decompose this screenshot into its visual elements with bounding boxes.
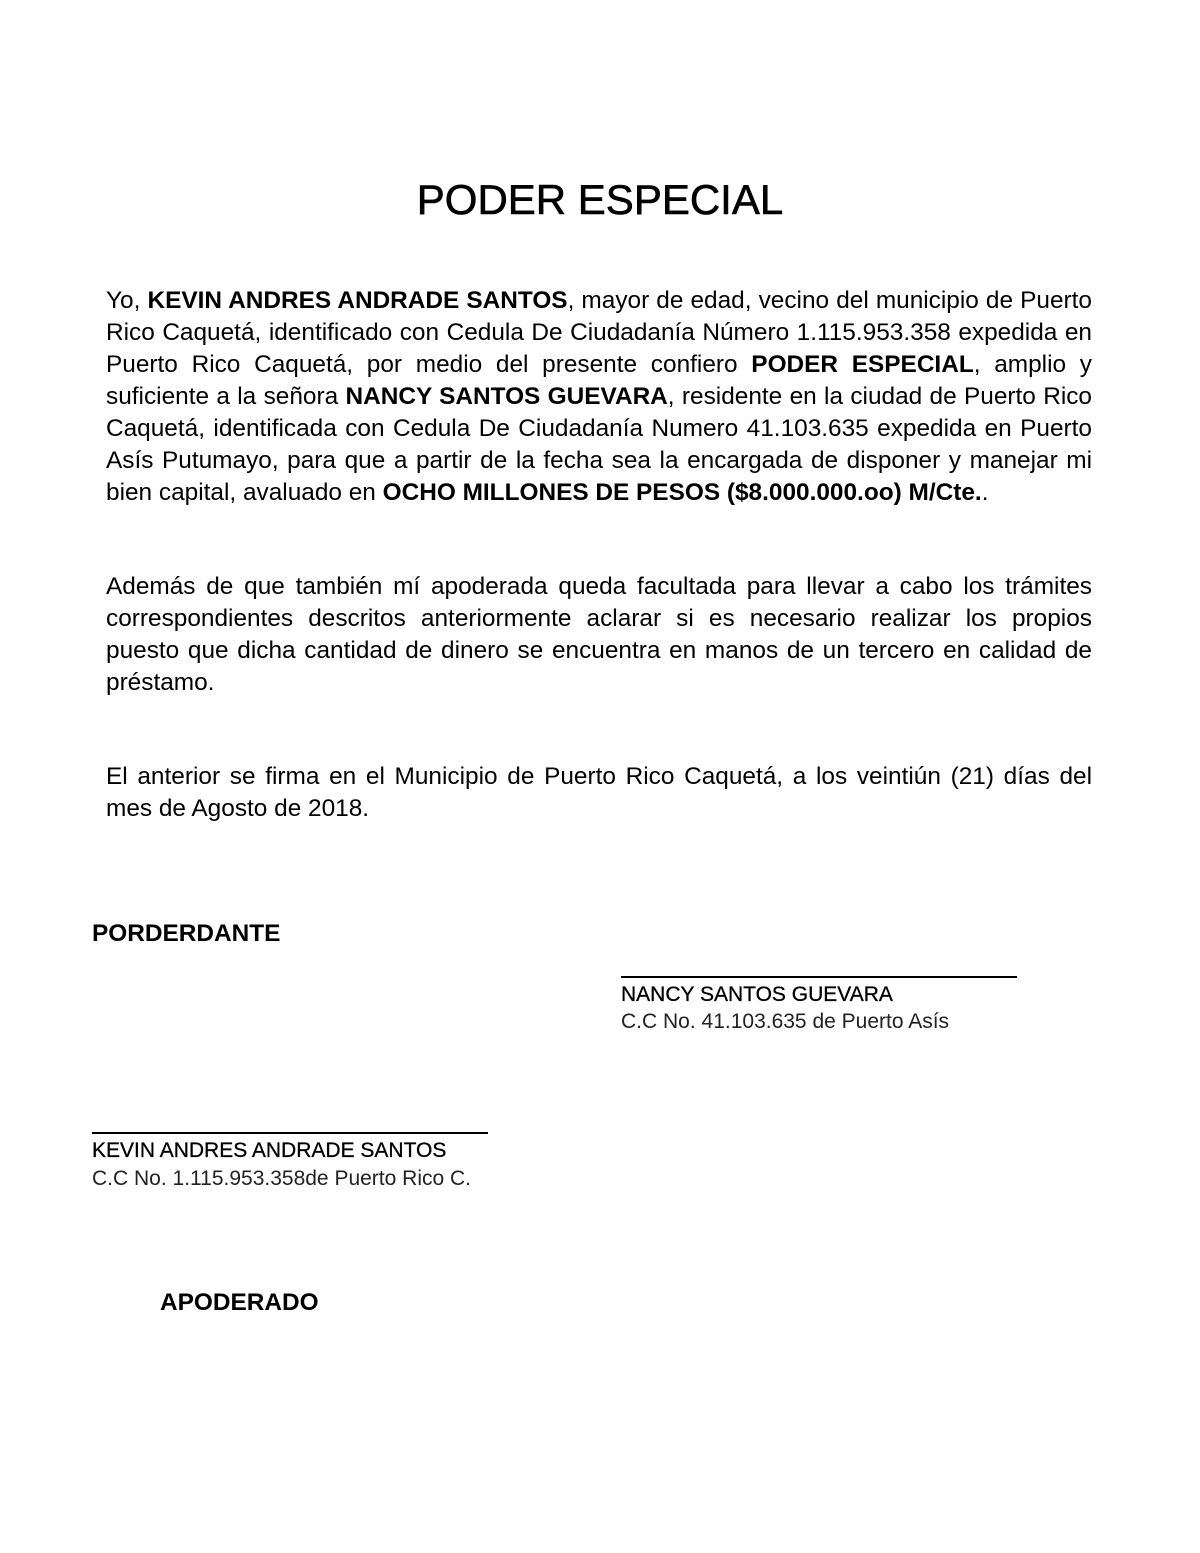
paragraph-grant-of-power: Yo, KEVIN ANDRES ANDRADE SANTOS, mayor de edad, vecino del municipio de Puerto Rico Caquetá, identificado con Cedula De Ciudadanía Número 1.115.953.358 expedida en Puerto Rico Caquetá, por medio del presente confiero PODER ESPECIAL, amplio y suficiente a la señora NANCY SANTOS GUEVARA, residente en la ciudad de Puerto Rico Caquetá, identificada con Cedula De Ciudadanía Numero 41.103.635 expedida en Puerto Asís Putumayo, para que a partir de la fecha sea la encargada de disponer y manejar mi bien capital, avaluado en OCHO MILLONES DE PESOS ($8.000.000.oo) M/Cte.. bbox=[106, 287, 1092, 506]
paragraph-powers: Además de que también mí apoderada queda facultada para llevar a cabo los trámites correspondientes descritos anteriormente aclarar si es necesario realizar los propios puesto que dicha cantidad de dinero se encuentra en manos de un tercero en calidad de préstamo. bbox=[106, 573, 1092, 696]
label-apoderado: APODERADO bbox=[160, 1289, 319, 1316]
signature-name-kevin: KEVIN ANDRES ANDRADE SANTOS bbox=[92, 1139, 447, 1162]
amount: OCHO MILLONES DE PESOS ($8.000.000.oo) M/Cte. bbox=[382, 479, 982, 506]
signature-line-nancy bbox=[621, 976, 1017, 978]
label-poderdante: PORDERDANTE bbox=[92, 920, 281, 947]
grantor-name: KEVIN ANDRES ANDRADE SANTOS bbox=[147, 287, 568, 314]
signature-id-nancy: C.C No. 41.103.635 de Puerto Asís bbox=[621, 1010, 950, 1033]
document-title: PODER ESPECIAL bbox=[416, 176, 784, 223]
power-type: PODER ESPECIAL bbox=[751, 351, 974, 378]
attorney-name: NANCY SANTOS GUEVARA bbox=[345, 383, 668, 410]
signature-line-kevin bbox=[92, 1132, 488, 1134]
paragraph-signing-date: El anterior se firma en el Municipio de Puerto Rico Caquetá, a los veintiún (21) días del mes de Agosto de 2018. bbox=[106, 763, 1092, 822]
signature-id-kevin: C.C No. 1.115.953.358de Puerto Rico C. bbox=[92, 1167, 471, 1190]
signature-name-nancy: NANCY SANTOS GUEVARA bbox=[621, 983, 893, 1006]
